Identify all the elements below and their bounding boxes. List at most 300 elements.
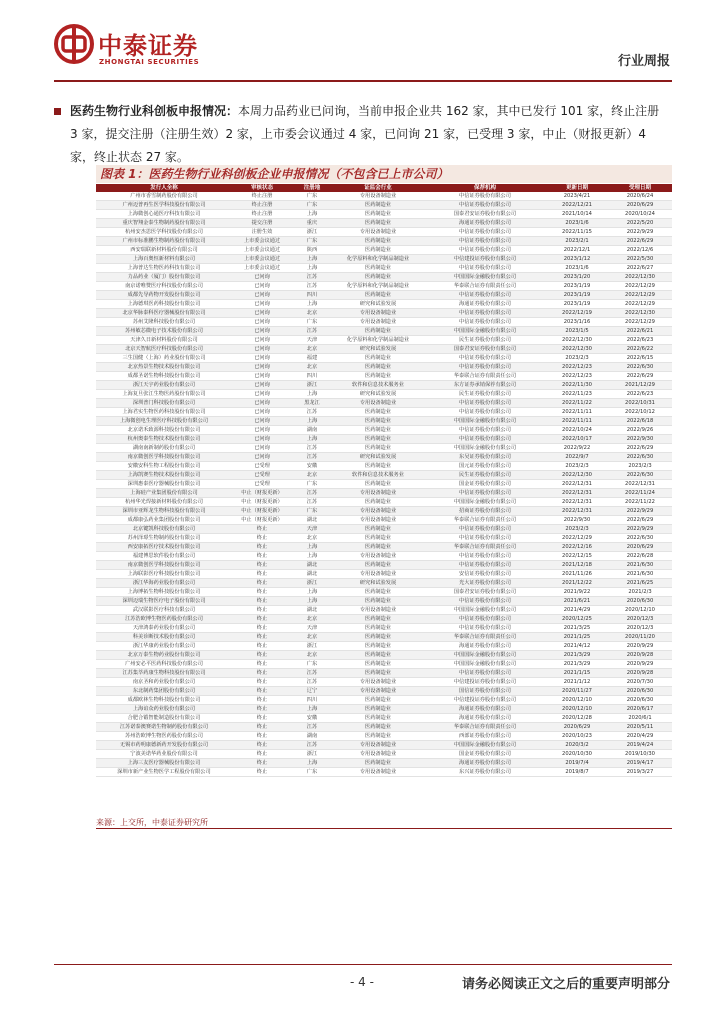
table-cell: 海通证券股份有限公司 — [424, 759, 546, 768]
table-cell: 医药制造业 — [332, 354, 424, 363]
table-cell: 2020/12/10 — [546, 696, 608, 705]
table-cell: 2022/6/23 — [608, 390, 672, 399]
table-cell: 科美诊断技术股份有限公司 — [96, 633, 232, 642]
table-cell: 黑龙江 — [292, 399, 332, 408]
table-cell: 浙江天宇药业股份有限公司 — [96, 381, 232, 390]
table-cell: 专用设备制造业 — [332, 399, 424, 408]
table-cell: 已问询 — [232, 318, 292, 327]
table-cell: 深圳惠泰医疗器械股份有限公司 — [96, 480, 232, 489]
table-cell: 中止（财报更新） — [232, 516, 292, 525]
table-cell: 2023/1/12 — [546, 255, 608, 264]
source-note: 来源：上交所，中泰证券研究所 — [96, 818, 208, 827]
table-cell: 医药制造业 — [332, 363, 424, 372]
table-cell: 专用设备制造业 — [332, 192, 424, 201]
table-cell: 广东 — [292, 237, 332, 246]
table-row — [96, 588, 672, 597]
table-cell: 重庆 — [292, 219, 332, 228]
table-cell: 2020/12/25 — [546, 615, 608, 624]
table-cell: 研究和试验发展 — [332, 345, 424, 354]
table-cell: 2022/11/24 — [608, 489, 672, 498]
table-cell: 广东 — [292, 507, 332, 516]
table-cell: 2022/12/29 — [608, 300, 672, 309]
table-cell: 中止（财报更新） — [232, 507, 292, 516]
table-cell: 北京键凯科技股份有限公司 — [96, 525, 232, 534]
table-cell: 2021/9/22 — [546, 588, 608, 597]
table-cell: 2022/6/27 — [608, 264, 672, 273]
table-cell: 北京诺禾致源科技股份有限公司 — [96, 426, 232, 435]
table-cell: 中信证券股份有限公司 — [424, 624, 546, 633]
table-cell: 上市委会议通过 — [232, 255, 292, 264]
table-cell: 医药制造业 — [332, 246, 424, 255]
table-row — [96, 336, 672, 345]
table-cell: 上海三友医疗器械股份有限公司 — [96, 759, 232, 768]
table-cell: 2021/11/26 — [546, 570, 608, 579]
table-cell: 深圳市新产业生物医学工程股份有限公司 — [96, 768, 232, 777]
table-cell: 2022/10/31 — [608, 399, 672, 408]
table-cell: 2022/12/29 — [608, 291, 672, 300]
column-header: 审核状态 — [232, 184, 292, 192]
table-cell: 2021/1/25 — [546, 633, 608, 642]
table-cell: 北京 — [292, 633, 332, 642]
table-cell: 北京华脉泰科医疗器械股份有限公司 — [96, 309, 232, 318]
table-cell: 广州迈普再生医学科技股份有限公司 — [96, 201, 232, 210]
table-cell: 终止 — [232, 615, 292, 624]
table-cell: 2020/5/11 — [608, 723, 672, 732]
table-header-row — [96, 184, 672, 192]
summary-paragraph — [70, 100, 670, 169]
table-cell: 2022/12/30 — [546, 345, 608, 354]
table-cell: 2022/12/30 — [608, 273, 672, 282]
logo-cn: 中泰证券 — [98, 32, 198, 60]
table-cell: 四川 — [292, 291, 332, 300]
table-cell: 医药制造业 — [332, 291, 424, 300]
table-cell: 2019/7/4 — [546, 759, 608, 768]
table-cell: 浙江 — [292, 750, 332, 759]
table-cell: 已问询 — [232, 381, 292, 390]
table-cell: 苏州泽璟生物制药股份有限公司 — [96, 534, 232, 543]
table-cell: 2021/1/15 — [546, 669, 608, 678]
table-cell: 2021/6/30 — [608, 561, 672, 570]
table-cell: 2022/6/21 — [608, 327, 672, 336]
table-cell: 专用设备制造业 — [332, 687, 424, 696]
table-cell: 上海谊众药业股份有限公司 — [96, 705, 232, 714]
table-cell: 中信证券股份有限公司 — [424, 237, 546, 246]
table-cell: 上海 — [292, 705, 332, 714]
table-cell: 成都圣诺生物科技股份有限公司 — [96, 372, 232, 381]
table-cell: 医药制造业 — [332, 561, 424, 570]
table-cell: 2020/12/10 — [608, 606, 672, 615]
table-row — [96, 723, 672, 732]
table-cell: 2022/12/1 — [546, 246, 608, 255]
table-cell: 中信证券股份有限公司 — [424, 363, 546, 372]
table-cell: 终止 — [232, 624, 292, 633]
table-cell: 上海复旦张江生物医药股份有限公司 — [96, 390, 232, 399]
table-cell: 已问询 — [232, 363, 292, 372]
table-cell: 2022/6/18 — [608, 417, 672, 426]
table-cell: 2021/12/18 — [546, 561, 608, 570]
table-cell: 医药制造业 — [332, 498, 424, 507]
table-cell: 西部证券股份有限公司 — [424, 732, 546, 741]
table-cell: 2022/9/30 — [608, 435, 672, 444]
table-cell: 广东 — [292, 192, 332, 201]
table-cell: 湖北 — [292, 606, 332, 615]
table-cell: 已受理 — [232, 462, 292, 471]
table-cell: 北京天智航医疗科技股份有限公司 — [96, 345, 232, 354]
table-row — [96, 642, 672, 651]
table-cell: 2022/9/30 — [546, 516, 608, 525]
table-cell: 终止注册 — [232, 210, 292, 219]
table-cell: 2023/4/21 — [546, 192, 608, 201]
table-cell: 浙江 — [292, 381, 332, 390]
table-cell: 终止 — [232, 768, 292, 777]
table-cell: 2022/6/29 — [608, 444, 672, 453]
table-row — [96, 471, 672, 480]
table-cell: 已问询 — [232, 282, 292, 291]
table-row — [96, 309, 672, 318]
table-cell: 杭州华光焊接新材料股份有限公司 — [96, 498, 232, 507]
table-cell: 中国国际金融股份有限公司 — [424, 660, 546, 669]
table-cell: 2023/1/19 — [546, 282, 608, 291]
table-cell: 江苏 — [292, 669, 332, 678]
table-row — [96, 255, 672, 264]
table-cell: 专用设备制造业 — [332, 678, 424, 687]
table-cell: 中信证券股份有限公司 — [424, 561, 546, 570]
table-cell: 2022/9/7 — [546, 453, 608, 462]
table-cell: 中信证券股份有限公司 — [424, 309, 546, 318]
table-cell: 上海 — [292, 417, 332, 426]
table-cell: 广州市香雪制药股份有限公司 — [96, 192, 232, 201]
table-cell: 2022/12/23 — [546, 372, 608, 381]
table-row — [96, 318, 672, 327]
table-cell: 软件和信息技术服务业 — [332, 381, 424, 390]
table-cell: 医药制造业 — [332, 615, 424, 624]
table-row — [96, 543, 672, 552]
table-cell: 已问询 — [232, 390, 292, 399]
table-cell: 已问询 — [232, 453, 292, 462]
table-cell: 成都康弘药业集团股份有限公司 — [96, 516, 232, 525]
table-cell: 2021/6/25 — [608, 579, 672, 588]
table-cell: 上海 — [292, 264, 332, 273]
table-cell: 2022/6/30 — [608, 471, 672, 480]
table-cell: 2022/11/23 — [546, 390, 608, 399]
table-cell: 终止 — [232, 660, 292, 669]
table-cell: 医药制造业 — [332, 597, 424, 606]
table-cell: 2022/10/12 — [608, 408, 672, 417]
table-cell: 广东 — [292, 480, 332, 489]
table-cell: 2020/10/24 — [608, 210, 672, 219]
table-cell: 湖南南新制药股份有限公司 — [96, 444, 232, 453]
table-cell: 福建博思软件股份有限公司 — [96, 552, 232, 561]
table-cell: 东兴证券股份有限公司 — [424, 768, 546, 777]
footer-disclaimer: 请务必阅读正文之后的重要声明部分 — [461, 977, 670, 992]
table-cell: 中国国际金融股份有限公司 — [424, 327, 546, 336]
table-cell: 深圳迈瑞生物医疗电子股份有限公司 — [96, 597, 232, 606]
table-cell: 北京 — [292, 615, 332, 624]
table-cell: 专用设备制造业 — [332, 318, 424, 327]
table-cell: 江苏 — [292, 282, 332, 291]
table-row — [96, 741, 672, 750]
table-row — [96, 390, 672, 399]
table-cell: 医药制造业 — [332, 723, 424, 732]
table-cell: 2022/9/29 — [608, 525, 672, 534]
table-cell: 苏州艾隆科技股份有限公司 — [96, 318, 232, 327]
table-cell: 终止 — [232, 543, 292, 552]
table-cell: 终止 — [232, 705, 292, 714]
table-cell: 2022/12/23 — [546, 363, 608, 372]
table-cell: 软件和信息技术服务业 — [332, 471, 424, 480]
table-cell: 四川 — [292, 372, 332, 381]
table-cell: 医药制造业 — [332, 642, 424, 651]
table-cell: 海通证券股份有限公司 — [424, 705, 546, 714]
column-header: 保荐机构 — [424, 184, 546, 192]
table-cell: 中信证券股份有限公司 — [424, 552, 546, 561]
table-cell: 上市委会议通过 — [232, 237, 292, 246]
table-cell: 中信证券股份有限公司 — [424, 228, 546, 237]
table-cell: 中国国际金融股份有限公司 — [424, 444, 546, 453]
table-cell: 上海 — [292, 552, 332, 561]
table-cell: 2020/6/29 — [546, 723, 608, 732]
table-cell: 专用设备制造业 — [332, 606, 424, 615]
table-cell: 2019/3/27 — [608, 768, 672, 777]
table-cell: 2022/12/30 — [546, 336, 608, 345]
table-cell: 专用设备制造业 — [332, 552, 424, 561]
table-cell: 终止 — [232, 579, 292, 588]
table-cell: 终止 — [232, 561, 292, 570]
table-row — [96, 399, 672, 408]
table-cell: 医药制造业 — [332, 534, 424, 543]
table-cell: 2019/10/30 — [608, 750, 672, 759]
table-cell: 天津久日新材料股份有限公司 — [96, 336, 232, 345]
table-cell: 医药制造业 — [332, 660, 424, 669]
table-cell: 上市委会议通过 — [232, 246, 292, 255]
table-cell: 2021/4/29 — [546, 606, 608, 615]
table-cell: 广东 — [292, 201, 332, 210]
table-cell: 2020/6/29 — [608, 201, 672, 210]
table-cell: 中信证券股份有限公司 — [424, 615, 546, 624]
table-cell: 苏州浩欧博生物医药股份有限公司 — [96, 732, 232, 741]
table-row — [96, 264, 672, 273]
table-cell: 中国国际金融股份有限公司 — [424, 606, 546, 615]
table-cell: 安徽 — [292, 714, 332, 723]
table-cell: 福建 — [292, 354, 332, 363]
table-cell: 中国国际金融股份有限公司 — [424, 417, 546, 426]
table-cell: 安信证券股份有限公司 — [424, 570, 546, 579]
table-cell: 2020/4/29 — [608, 732, 672, 741]
table-cell: 2022/12/30 — [608, 309, 672, 318]
table-row — [96, 327, 672, 336]
table-cell: 2019/4/17 — [608, 759, 672, 768]
table-cell: 终止 — [232, 552, 292, 561]
table-cell: 重庆智翔金泰生物制药股份有限公司 — [96, 219, 232, 228]
table-cell: 2022/6/29 — [608, 516, 672, 525]
table-cell: 国金证券股份有限公司 — [424, 750, 546, 759]
table-cell: 中信证券股份有限公司 — [424, 525, 546, 534]
table-cell: 上海 — [292, 435, 332, 444]
table-row — [96, 354, 672, 363]
table-cell: 天津 — [292, 624, 332, 633]
table-cell: 中信证券股份有限公司 — [424, 597, 546, 606]
table-cell: 2020/6/30 — [608, 597, 672, 606]
table-cell: 已问询 — [232, 309, 292, 318]
table-cell: 2020/9/28 — [608, 651, 672, 660]
table-cell: 2020/9/29 — [608, 660, 672, 669]
table-cell: 华泰联合证券有限责任公司 — [424, 516, 546, 525]
table-cell: 终止 — [232, 750, 292, 759]
table-cell: 终止 — [232, 732, 292, 741]
table-cell: 中信证券股份有限公司 — [424, 246, 546, 255]
table-cell: 成都先导药物开发股份有限公司 — [96, 291, 232, 300]
table-cell: 2022/9/29 — [608, 228, 672, 237]
column-header: 发行人全称 — [96, 184, 232, 192]
table-cell: 江苏 — [292, 273, 332, 282]
table-cell: 招商证券股份有限公司 — [424, 507, 546, 516]
table-row — [96, 705, 672, 714]
table-cell: 中信证券股份有限公司 — [424, 669, 546, 678]
table-row — [96, 480, 672, 489]
table-cell: 2023/1/19 — [546, 291, 608, 300]
table-cell: 北京 — [292, 534, 332, 543]
table-cell: 民生证券股份有限公司 — [424, 336, 546, 345]
table-row — [96, 228, 672, 237]
table-cell: 医药制造业 — [332, 201, 424, 210]
table-cell: 医药制造业 — [332, 426, 424, 435]
table-cell: 西安瑞联新材料股份有限公司 — [96, 246, 232, 255]
table-cell: 化学原料和化学制品制造业 — [332, 255, 424, 264]
table-cell: 医药制造业 — [332, 696, 424, 705]
table-row — [96, 291, 672, 300]
table-cell: 医药制造业 — [332, 525, 424, 534]
table-cell: 2022/12/31 — [546, 498, 608, 507]
table-cell: 2020/7/30 — [608, 678, 672, 687]
table-cell: 武汉联影医疗科技有限公司 — [96, 606, 232, 615]
table-cell: 医药制造业 — [332, 435, 424, 444]
table-cell: 2023/1/19 — [546, 300, 608, 309]
table-cell: 中国国际金融股份有限公司 — [424, 498, 546, 507]
table-cell: 天津 — [292, 525, 332, 534]
table-cell: 终止注册 — [232, 192, 292, 201]
table-cell: 研究和试验发展 — [332, 300, 424, 309]
table-cell: 中信证券股份有限公司 — [424, 435, 546, 444]
table-cell: 江苏浩欧博生物医药股份有限公司 — [96, 615, 232, 624]
table-cell: 江苏集萃药康生物科技股份有限公司 — [96, 669, 232, 678]
table-cell: 2022/12/31 — [546, 507, 608, 516]
table-cell: 江苏 — [292, 741, 332, 750]
table-row — [96, 678, 672, 687]
table-cell: 2022/12/16 — [546, 543, 608, 552]
source-divider — [96, 828, 672, 829]
table-cell: 2022/12/31 — [608, 480, 672, 489]
table-cell: 上海微创心通医疗科技有限公司 — [96, 210, 232, 219]
table-cell: 化学原料和化学制品制造业 — [332, 282, 424, 291]
table-cell: 化学原料和化学制品制造业 — [332, 336, 424, 345]
table-cell: 上海 — [292, 300, 332, 309]
table-cell: 已问询 — [232, 291, 292, 300]
table-cell: 终止 — [232, 696, 292, 705]
table-cell: 江苏 — [292, 723, 332, 732]
table-row — [96, 669, 672, 678]
page-header — [54, 20, 672, 82]
table-row — [96, 273, 672, 282]
table-cell: 医药制造业 — [332, 462, 424, 471]
table-row — [96, 219, 672, 228]
table-cell: 国元证券股份有限公司 — [424, 462, 546, 471]
table-cell: 中信证券股份有限公司 — [424, 291, 546, 300]
table-cell: 北京热景生物技术股份有限公司 — [96, 363, 232, 372]
table-row — [96, 624, 672, 633]
table-cell: 天津鸿泰药业股份有限公司 — [96, 624, 232, 633]
table-cell: 2022/9/22 — [546, 444, 608, 453]
table-cell: 2023/1/20 — [546, 273, 608, 282]
table-cell: 医药制造业 — [332, 651, 424, 660]
table-cell: 国泰君安证券股份有限公司 — [424, 345, 546, 354]
table-cell: 医药制造业 — [332, 372, 424, 381]
table-cell: 上海君实生物医药科技股份有限公司 — [96, 408, 232, 417]
table-cell: 2023/1/16 — [546, 318, 608, 327]
table-body — [96, 192, 672, 777]
table-cell: 江苏 — [292, 678, 332, 687]
table-cell: 2020/10/30 — [546, 750, 608, 759]
table-cell: 2023/1/6 — [546, 219, 608, 228]
table-cell: 中信证券股份有限公司 — [424, 534, 546, 543]
table-cell: 已问询 — [232, 372, 292, 381]
table-row — [96, 462, 672, 471]
table-row — [96, 606, 672, 615]
table-cell: 2022/6/29 — [608, 372, 672, 381]
table-cell: 江苏 — [292, 498, 332, 507]
table-cell: 2022/12/30 — [546, 471, 608, 480]
table-cell: 已受理 — [232, 471, 292, 480]
table-cell: 医药制造业 — [332, 444, 424, 453]
table-cell: 终止 — [232, 687, 292, 696]
table-cell: 终止 — [232, 525, 292, 534]
table-cell: 终止 — [232, 741, 292, 750]
table-cell: 浙江华海药业股份有限公司 — [96, 579, 232, 588]
table-cell: 国泰君安证券股份有限公司 — [424, 210, 546, 219]
table-cell: 2020/12/3 — [608, 624, 672, 633]
table-cell: 终止 — [232, 642, 292, 651]
table-cell: 已问询 — [232, 444, 292, 453]
table-cell: 2020/6/30 — [608, 687, 672, 696]
table-cell: 江苏 — [292, 408, 332, 417]
table-cell: 研究和试验发展 — [332, 579, 424, 588]
table-cell: 湖北 — [292, 516, 332, 525]
table-row — [96, 768, 672, 777]
table-cell: 苏州敏芯微电子技术股份有限公司 — [96, 327, 232, 336]
table-cell: 专用设备制造业 — [332, 507, 424, 516]
table-cell: 上市委会议通过 — [232, 264, 292, 273]
table-cell: 2022/6/23 — [608, 336, 672, 345]
table-cell: 2022/12/31 — [546, 489, 608, 498]
table-cell: 2023/1/5 — [546, 327, 608, 336]
table-row — [96, 525, 672, 534]
table-cell: 北京万泰生物药业股份有限公司 — [96, 651, 232, 660]
table-cell: 东吴证券股份有限公司 — [424, 453, 546, 462]
table-cell: 江苏 — [292, 489, 332, 498]
table-cell: 上海 — [292, 255, 332, 264]
table-cell: 医药制造业 — [332, 417, 424, 426]
table-cell: 南京微创医学科技股份有限公司 — [96, 453, 232, 462]
table-row — [96, 246, 672, 255]
table-cell: 东方证券承销保荐有限公司 — [424, 381, 546, 390]
table-cell: 国金证券股份有限公司 — [424, 480, 546, 489]
table-cell: 上海硅产业集团股份有限公司 — [96, 489, 232, 498]
table-cell: 广东 — [292, 318, 332, 327]
table-cell: 民生证券股份有限公司 — [424, 390, 546, 399]
table-cell: 终止 — [232, 723, 292, 732]
table-row — [96, 417, 672, 426]
table-cell: 广州市标准鹏生物制药股份有限公司 — [96, 237, 232, 246]
table-cell: 北京 — [292, 471, 332, 480]
